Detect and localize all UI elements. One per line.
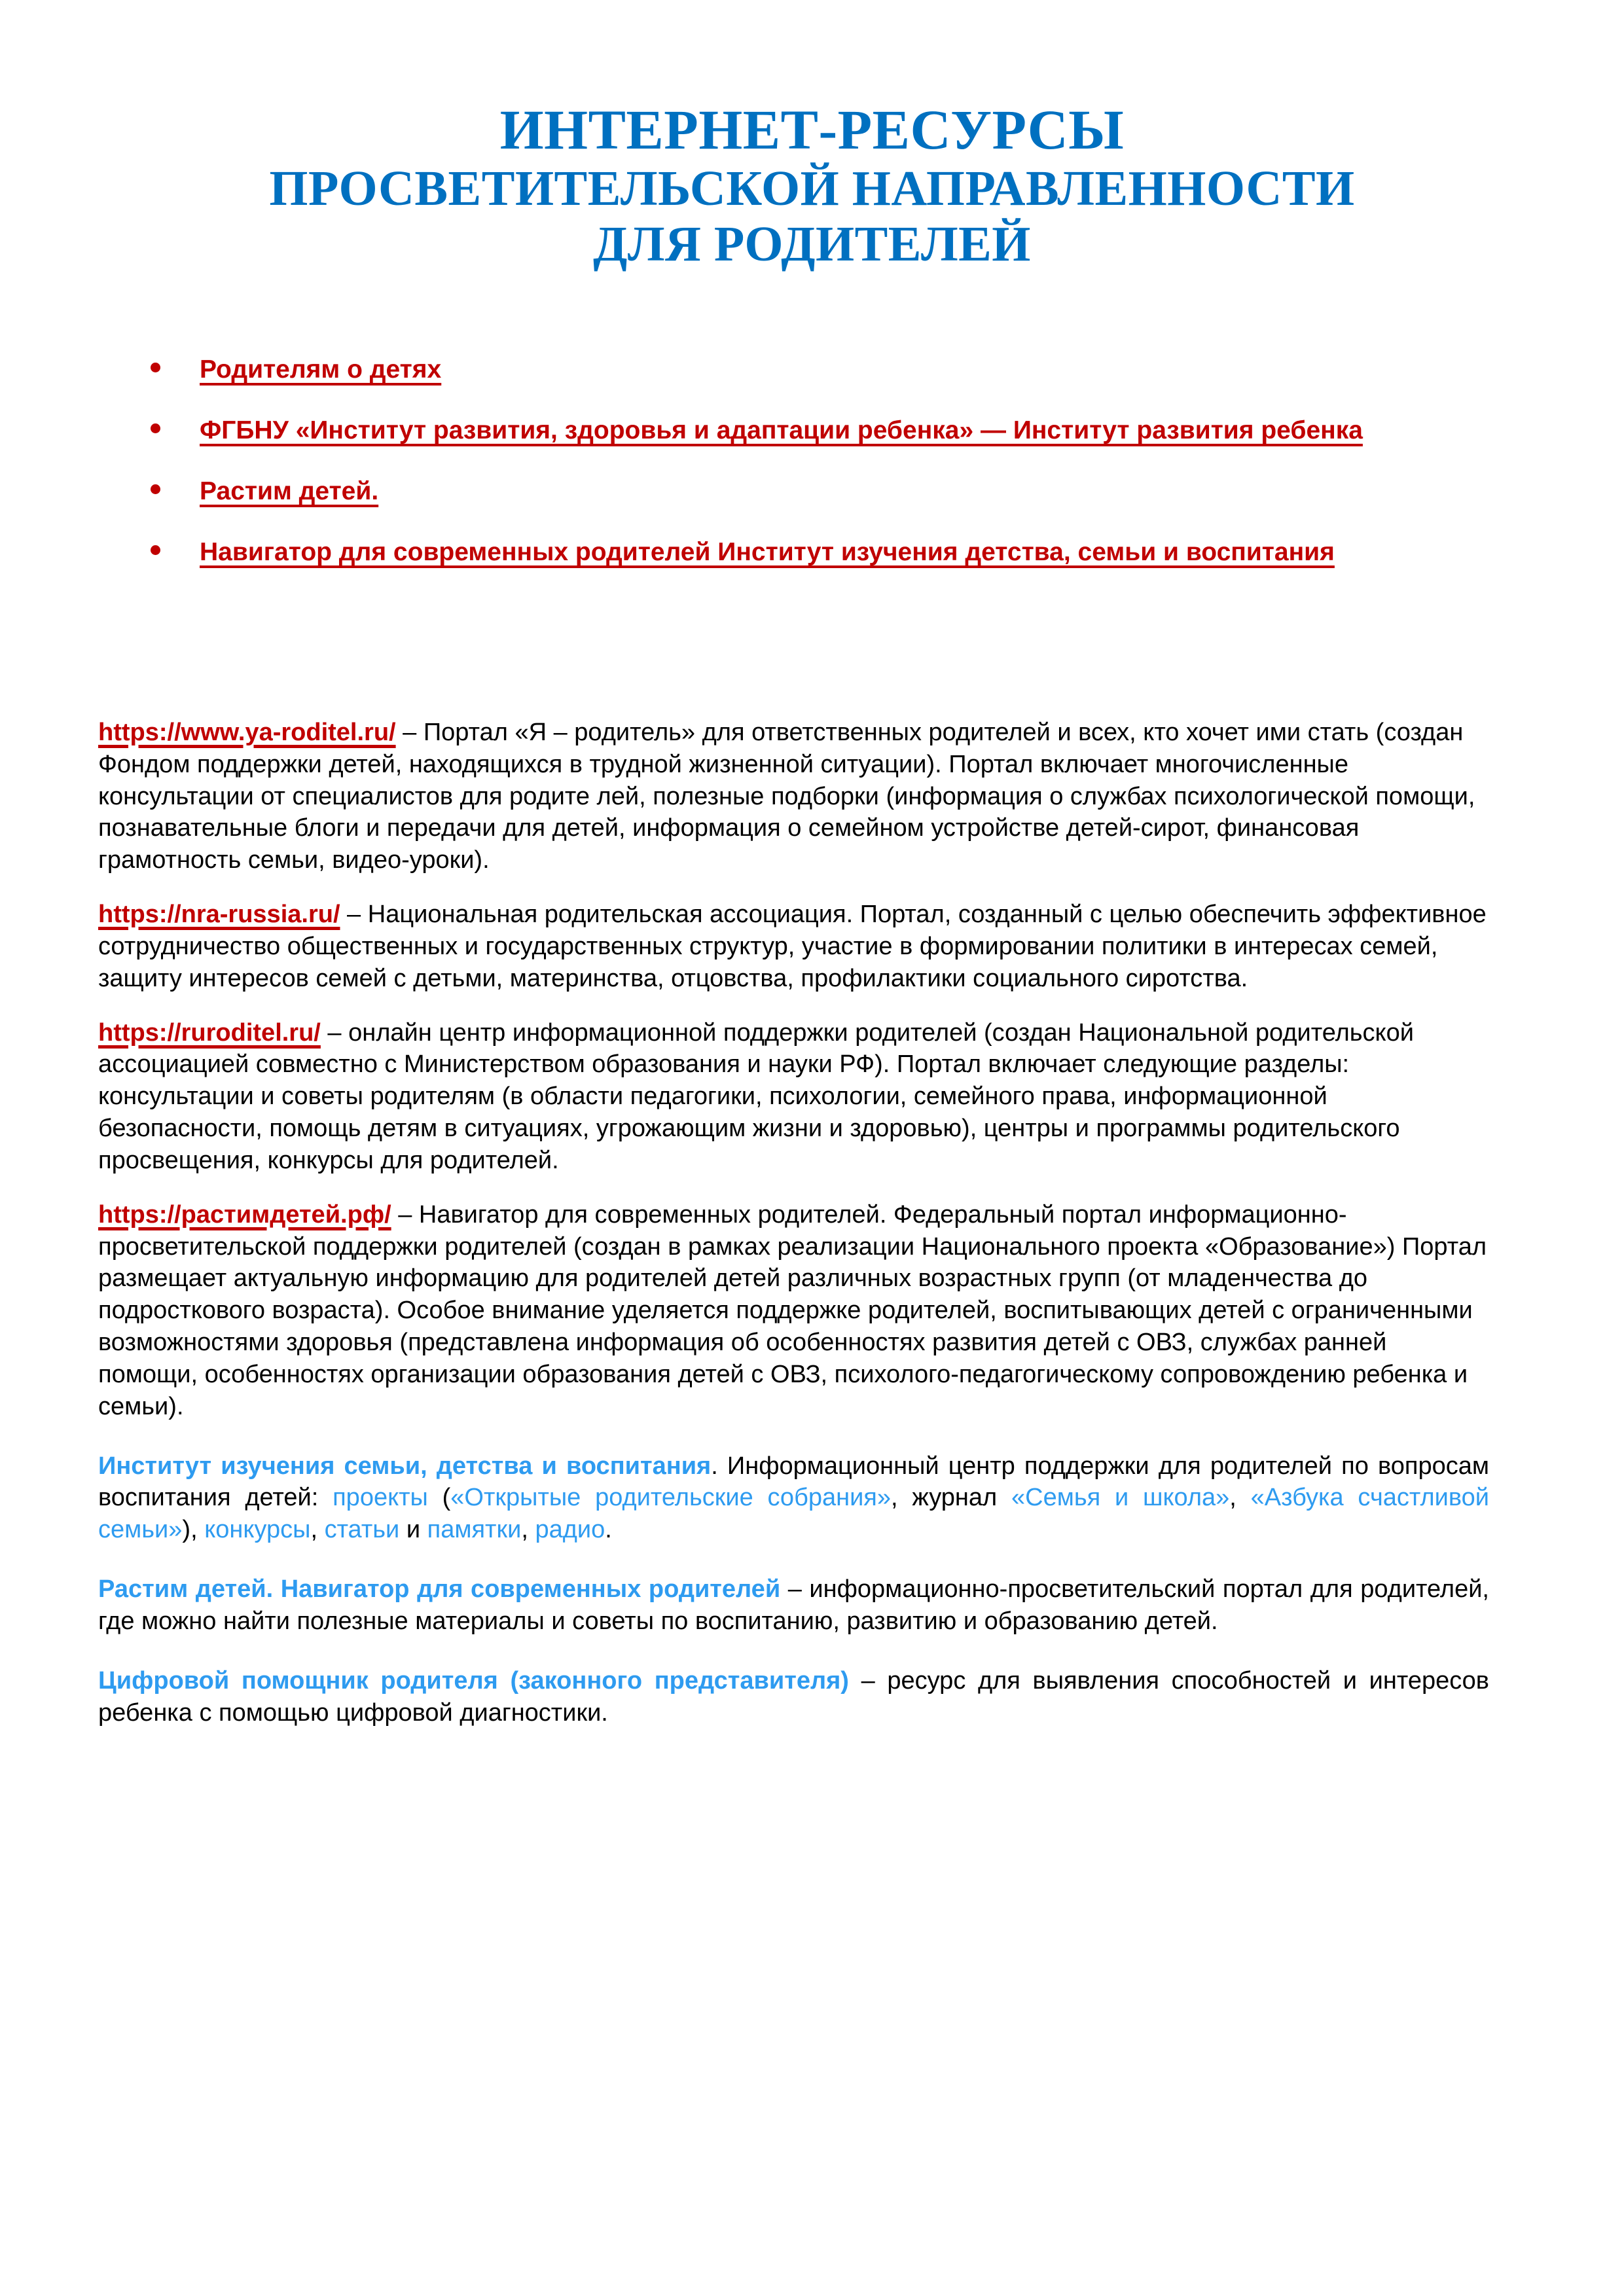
resource-paragraph <box>98 899 1489 994</box>
blue-resource-paragraph <box>98 1573 1489 1638</box>
bullet-dot-icon <box>151 545 160 555</box>
resource-link-list <box>98 347 1486 590</box>
list-item[interactable] <box>98 469 1486 515</box>
list-item[interactable] <box>98 529 1486 576</box>
resource-url-link[interactable]: https://ruroditel.ru/ <box>98 1018 321 1047</box>
resource-description: Портал «Я – родитель» для ответственных родителей и всех, кто хочет ими стать (создан Фондом поддержки детей, находящихся в трудной жизненной ситуации). Портал включает многочисленные консультации от специалистов для родите лей, полезные подборки (информация о службах психологической помощи, познавательные блоги и передачи для детей, информация о семейном устройстве детей-сирот, финансовая грамотность семьи, видео-уроки). <box>98 719 1475 874</box>
dash-separator: – <box>395 719 424 746</box>
inline-run: и <box>399 1516 427 1544</box>
dash-separator: – <box>391 1200 419 1229</box>
resource-paragraph <box>98 1017 1489 1177</box>
bullet-dot-icon <box>151 484 160 494</box>
inline-run: , <box>1229 1484 1251 1512</box>
dash-separator: – <box>320 1018 349 1047</box>
sidebar-item-label[interactable]: Растим детей. <box>200 476 379 505</box>
blue-resource-heading[interactable]: Цифровой помощник родителя (законного представителя) <box>98 1666 849 1695</box>
list-item[interactable] <box>98 408 1486 454</box>
bullet-dot-icon <box>151 363 160 372</box>
inline-run[interactable]: проекты <box>318 1484 428 1512</box>
resource-url-link[interactable]: https://nra-russia.ru/ <box>98 901 340 929</box>
inline-run[interactable]: «Открытые родительские собрания» <box>450 1484 892 1512</box>
dash-separator: – <box>340 901 368 929</box>
inline-run[interactable]: «Азбука счастливой семьи» <box>98 1484 1489 1544</box>
resource-description: Навигатор для современных родителей. Федеральный портал информационно-просветительской поддержки родителей (создан в рамках реализации Национального проекта «Образование») Портал размещает актуальную информацию для родителей детей различных возрастных групп (от младенчества до подросткового возраста). Особое внимание уделяется поддержке родителей, воспитывающих детей с ограниченными возможностями здоровья (представлена информация об особенностях развития детей с ОВЗ, службах ранней помощи, особенностях организации образования детей с ОВЗ, психолого-педагогическому сопровождению ребенка и семьи). <box>98 1200 1487 1420</box>
resource-description: онлайн центр информационной поддержки родителей (создан Национальной родительской ассоциацией совместно с Министерством образования и науки РФ). Портал включает следующие разделы: консультации и советы родителям (в области педагогики, психологии, семейного права, информационной безопасности, помощь детям в ситуациях, угрожающим жизни и здоровью), центры и программы родительского просвещения, конкурсы для родителей. <box>98 1018 1414 1174</box>
resource-paragraph <box>98 1199 1489 1423</box>
list-item[interactable] <box>98 347 1486 393</box>
sidebar-item-label[interactable]: ФГБНУ «Институт развития, здоровья и адаптации ребенка» — Институт развития ребенка <box>200 416 1363 444</box>
inline-run: , <box>521 1516 535 1544</box>
inline-run[interactable]: памятки <box>427 1516 522 1544</box>
resource-url-link[interactable]: https://растимдетей.рф/ <box>98 1200 391 1229</box>
blue-resource-lead: . Информационный центр поддержки для родителей по вопросам воспитания детей: <box>98 1452 1489 1512</box>
inline-run: . <box>605 1516 612 1544</box>
inline-run[interactable]: конкурсы <box>204 1516 311 1544</box>
resource-paragraph <box>98 717 1489 876</box>
page-title-line-2: ПРОСВЕТИТЕЛЬСКОЙ НАПРАВЛЕННОСТИ <box>269 161 1355 217</box>
inline-run: , журнал <box>891 1484 1011 1512</box>
document-body <box>98 717 1489 1751</box>
blue-resource-paragraph <box>98 1665 1489 1729</box>
sidebar-item-label[interactable]: Навигатор для современных родителей Институт изучения детства, семьи и воспитания <box>200 537 1335 566</box>
blue-resource-lead: – ресурс для выявления способностей и интересов ребенка с помощью цифровой диагностики. <box>98 1666 1489 1727</box>
inline-run: ( <box>427 1484 451 1512</box>
inline-run[interactable]: «Семья и школа» <box>1011 1484 1230 1512</box>
page-title-line-1: ИНТЕРНЕТ-РЕСУРСЫ <box>499 98 1125 161</box>
page-title-line-3: ДЛЯ РОДИТЕЛЕЙ <box>593 217 1031 272</box>
bullet-dot-icon <box>151 423 160 433</box>
inline-run: ), <box>182 1516 205 1544</box>
inline-run: , <box>310 1516 325 1544</box>
blue-resource-heading[interactable]: Институт изучения семьи, детства и воспитания <box>98 1452 712 1480</box>
resource-url-link[interactable]: https://www.ya-roditel.ru/ <box>98 719 396 746</box>
inline-run[interactable]: статьи <box>324 1516 400 1544</box>
blue-resource-lead: – информационно-просветительский портал для родителей, где можно найти полезные материалы и советы по воспитанию, развитию и образованию детей. <box>98 1575 1489 1635</box>
page-title <box>0 98 1624 273</box>
inline-run[interactable]: радио <box>535 1516 605 1544</box>
blue-resource-heading[interactable]: Растим детей. Навигатор для современных родителей <box>98 1575 781 1604</box>
resource-description: Национальная родительская ассоциация. Портал, созданный с целью обеспечить эффективное сотрудничество общественных и государственных структур, участие в формировании политики в интересах семей, защиту интересов семей с детьми, материнства, отцовства, профилактики социального сиротства. <box>98 901 1487 992</box>
sidebar-item-label[interactable]: Родителям о детях <box>200 355 442 384</box>
blue-resource-paragraph <box>98 1450 1489 1546</box>
